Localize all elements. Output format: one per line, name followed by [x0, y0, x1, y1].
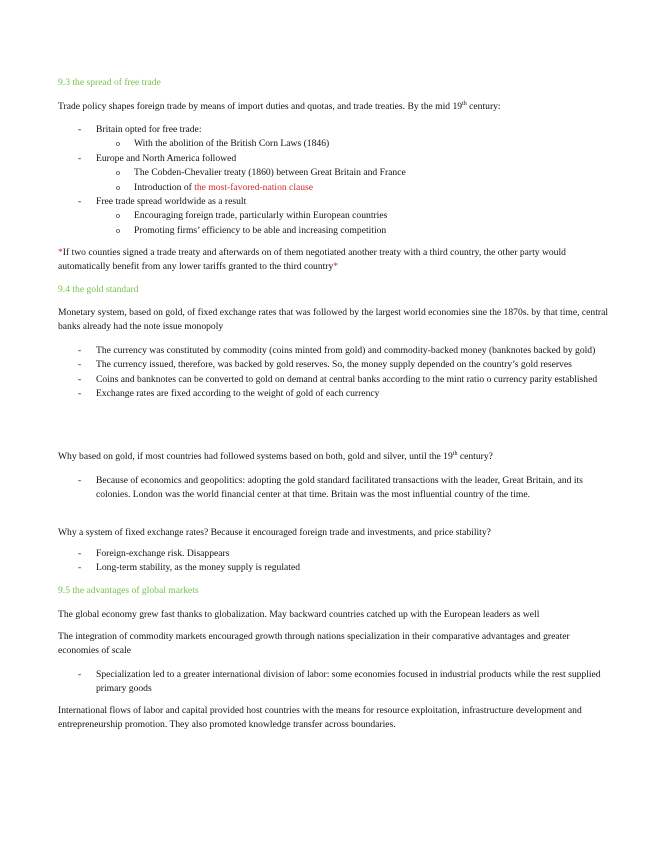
text-segment: If two counties signed a trade treaty and afterwards on of them negotiated another treaty with a third country, the other party would automatically benefit from any lower tariffs granted to the third country	[58, 247, 566, 273]
why-gold-list	[58, 474, 608, 503]
paragraph-trade-policy	[58, 100, 608, 114]
specialization-list	[58, 668, 608, 697]
dash-bullet: -	[78, 345, 82, 356]
dash-bullet: -	[78, 669, 82, 680]
list-item-text: Specialization led to a greater international division of labor: some economies focused in industrial products while the rest supplied primary goods	[96, 669, 601, 695]
circle-bullet: o	[116, 182, 120, 192]
highlighted-term: the most-favored-nation clause	[194, 181, 314, 193]
dash-bullet: -	[78, 152, 82, 164]
text-segment: Introduction of	[134, 181, 195, 193]
dash-bullet: -	[78, 196, 82, 208]
paragraph-why-gold	[58, 450, 608, 464]
list-item	[58, 561, 608, 575]
sub-list	[96, 166, 608, 195]
paragraph-global-economy: The global economy grew fast thanks to globalization. May backward countries catched up with the European leaders as well	[58, 609, 540, 620]
superscript: th	[452, 450, 458, 457]
paragraph-monetary-system: Monetary system, based on gold, of fixed exchange rates that was followed by the largest world economies sine the 1870s. by that time, central banks already had the note issue monopoly	[58, 307, 608, 333]
sub-list-item	[96, 137, 608, 151]
sub-list-item-text: The Cobden-Chevalier treaty (1860) between Great Britain and France	[134, 167, 406, 179]
list-item	[58, 547, 608, 561]
circle-bullet: o	[116, 168, 120, 178]
circle-bullet: o	[116, 211, 120, 221]
dash-bullet: -	[78, 124, 82, 135]
list-item-text: Exchange rates are fixed according to the weight of gold of each currency	[96, 388, 380, 400]
list-item	[58, 358, 608, 372]
list-item-text: Coins and banknotes can be converted to gold on demand at central banks according to the mint ratio o currency parity established	[96, 373, 598, 385]
text-segment: Why based on gold, if most countries had followed systems based on both, gold and silver, until the 19	[58, 451, 453, 462]
paragraph-international-flows: International flows of labor and capital provided host countries with the means for resource exploitation, infrastructure development and entrepreneurship promotion. They also promoted knowledge transfer across boundaries.	[58, 705, 582, 731]
text-segment: Trade policy shapes foreign trade by means of import duties and quotas, and trade treaties. By the mid 19	[58, 101, 463, 112]
paragraph-why-fixed: Why a system of fixed exchange rates? Because it encouraged foreign trade and investments, and price stability?	[58, 527, 491, 538]
list-item-text: The currency issued, therefore, was backed by gold reserves. So, the money supply depended on the country’s gold reserves	[96, 359, 572, 371]
section-heading-9-5: 9.5 the advantages of global markets	[58, 585, 199, 596]
dash-bullet: -	[78, 373, 82, 385]
dash-bullet: -	[78, 562, 82, 574]
list-item	[58, 195, 608, 238]
list-item-text: Because of economics and geopolitics: adopting the gold standard facilitated transactions with the leader, Great Britain, and its colonies. London was the world financial center at that time. Britain was the most influential country of the time.	[96, 475, 583, 501]
sub-list	[96, 137, 608, 151]
asterisk-mark: *	[333, 261, 339, 273]
list-item-text: Europe and North America followed	[96, 152, 237, 164]
sub-list-item	[96, 166, 608, 180]
sub-list-item	[96, 224, 608, 238]
sub-list	[96, 209, 608, 238]
sub-list-item-text: With the abolition of the British Corn Laws (1846)	[134, 138, 330, 150]
list-item-text: Free trade spread worldwide as a result	[96, 196, 247, 208]
free-trade-list	[58, 123, 608, 238]
sub-list-item	[96, 209, 608, 223]
sub-list-item-text: Promoting firms’ efficiency to be able and increasing competition	[134, 224, 387, 236]
dash-bullet: -	[78, 475, 82, 486]
dash-bullet: -	[78, 548, 82, 559]
sub-list-item	[96, 181, 608, 195]
list-item	[58, 123, 608, 152]
dash-bullet: -	[78, 359, 82, 371]
fixed-rates-list	[58, 547, 608, 576]
list-item	[58, 152, 608, 195]
list-item-text: Foreign-exchange risk. Disappears	[96, 548, 230, 559]
list-item	[58, 373, 608, 387]
list-item-text: The currency was constituted by commodity (coins minted from gold) and commodity-backed money (banknotes backed by gold)	[96, 345, 596, 356]
superscript: th	[462, 100, 467, 107]
asterisk-mark: *	[58, 247, 63, 258]
section-heading-9-4: 9.4 the gold standard	[58, 284, 139, 295]
list-item	[58, 387, 608, 401]
paragraph-mfn-note	[58, 246, 608, 275]
list-item	[58, 668, 608, 697]
list-item-text: Britain opted for free trade:	[96, 124, 202, 135]
dash-bullet: -	[78, 388, 82, 400]
sub-list-item-text: Encouraging foreign trade, particularly within European countries	[134, 210, 388, 222]
circle-bullet: o	[116, 225, 120, 235]
gold-standard-list	[58, 344, 608, 402]
list-item	[58, 344, 608, 358]
text-segment: century?	[457, 451, 493, 462]
section-heading-9-3: 9.3 the spread of free trade	[58, 77, 161, 88]
circle-bullet: o	[116, 139, 120, 149]
paragraph-integration: The integration of commodity markets encouraged growth through nations specialization in their comparative advantages and greater economies of scale	[58, 631, 570, 657]
list-item	[58, 474, 608, 503]
list-item-text: Long-term stability, as the money supply is regulated	[96, 562, 301, 574]
text-segment: century:	[466, 101, 501, 112]
